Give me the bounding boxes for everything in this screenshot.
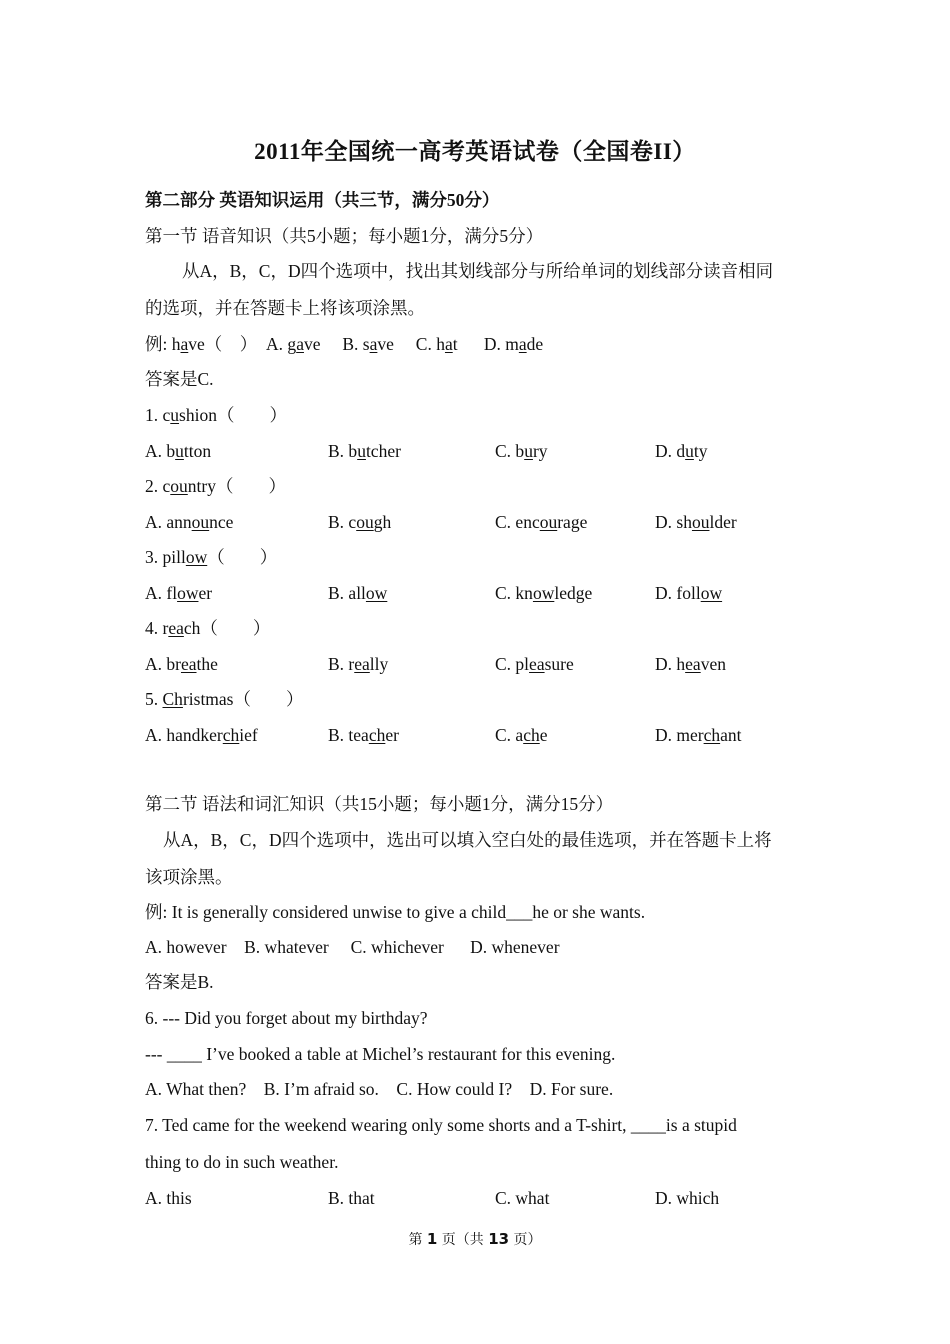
option-d: D. follow	[655, 583, 723, 603]
option-a: A. this	[145, 1188, 192, 1208]
option-d: D. which	[655, 1188, 720, 1208]
option-c: C. knowledge	[495, 583, 593, 603]
question-4-stem: 4. reach（ ）	[145, 618, 271, 638]
option-a: A. handkerchief	[145, 725, 258, 745]
page-footer: 第 1 页（共 13 页）	[408, 1230, 542, 1248]
section2-heading: 第二节 语法和词汇知识（共15小题；每小题1分，满分15分）	[145, 794, 614, 814]
question-7-stem-line1: 7. Ted came for the weekend wearing only some shorts and a T-shirt, ____is a stupid	[145, 1115, 737, 1135]
option-c: C. encourage	[495, 512, 588, 532]
question-6-options: A. What then? B. I’m afraid so. C. How could I? D. For sure.	[145, 1079, 614, 1099]
question-6-dialogue: --- ____ I’ve booked a table at Michel’s restaurant for this evening.	[145, 1044, 616, 1064]
section1-example-answer: 答案是C.	[145, 369, 214, 389]
option-c: C. ache	[495, 725, 548, 745]
option-a: A. breathe	[145, 654, 218, 674]
option-c: C. pleasure	[495, 654, 574, 674]
option-b: B. allow	[328, 583, 388, 603]
section1-example: 例: have（ ） A. gave B. save C. hat D. made	[145, 334, 544, 354]
option-a: A. button	[145, 441, 212, 461]
option-d: D. shoulder	[655, 512, 737, 532]
option-b: B. cough	[328, 512, 392, 532]
option-b: B. really	[328, 654, 389, 674]
section1-heading: 第一节 语音知识（共5小题；每小题1分，满分5分）	[145, 226, 544, 246]
option-c: C. what	[495, 1188, 550, 1208]
option-d: D. heaven	[655, 654, 726, 674]
question-1-stem: 1. cushion（ ）	[145, 405, 287, 425]
option-a: A. announce	[145, 512, 234, 532]
question-3-stem: 3. pillow（ ）	[145, 547, 278, 567]
option-d: D. duty	[655, 441, 708, 461]
section2-example-answer: 答案是B.	[145, 972, 214, 992]
section2-example: 例: It is generally considered unwise to give a child___he or she wants.	[145, 902, 646, 922]
section2-instruction-line2: 该项涂黑。	[145, 867, 233, 887]
option-a: A. flower	[145, 583, 213, 603]
option-b: B. teacher	[328, 725, 399, 745]
option-d: D. merchant	[655, 725, 742, 745]
question-2-stem: 2. country（ ）	[145, 476, 286, 496]
question-6-stem: 6. --- Did you forget about my birthday?	[145, 1008, 428, 1028]
question-5-stem: 5. Christmas（ ）	[145, 689, 304, 709]
option-b: B. butcher	[328, 441, 401, 461]
section1-instruction-line2: 的选项，并在答题卡上将该项涂黑。	[145, 298, 425, 318]
exam-title: 2011年全国统一高考英语试卷（全国卷II）	[254, 139, 696, 164]
page-total: 13	[488, 1230, 510, 1248]
section1-instruction-line1: 从A，B，C，D四个选项中，找出其划线部分与所给单词的划线部分读音相同	[182, 261, 774, 281]
part2-heading: 第二部分 英语知识运用（共三节，满分50分）	[145, 190, 500, 210]
option-b: B. that	[328, 1188, 375, 1208]
section2-instruction-line1: 从A，B，C，D四个选项中，选出可以填入空白处的最佳选项，并在答题卡上将	[163, 830, 772, 850]
page-number: 1	[426, 1230, 438, 1248]
option-c: C. bury	[495, 441, 548, 461]
question-7-stem-line2: thing to do in such weather.	[145, 1152, 339, 1172]
section2-example-options: A. however B. whatever C. whichever D. whenever	[145, 937, 560, 957]
